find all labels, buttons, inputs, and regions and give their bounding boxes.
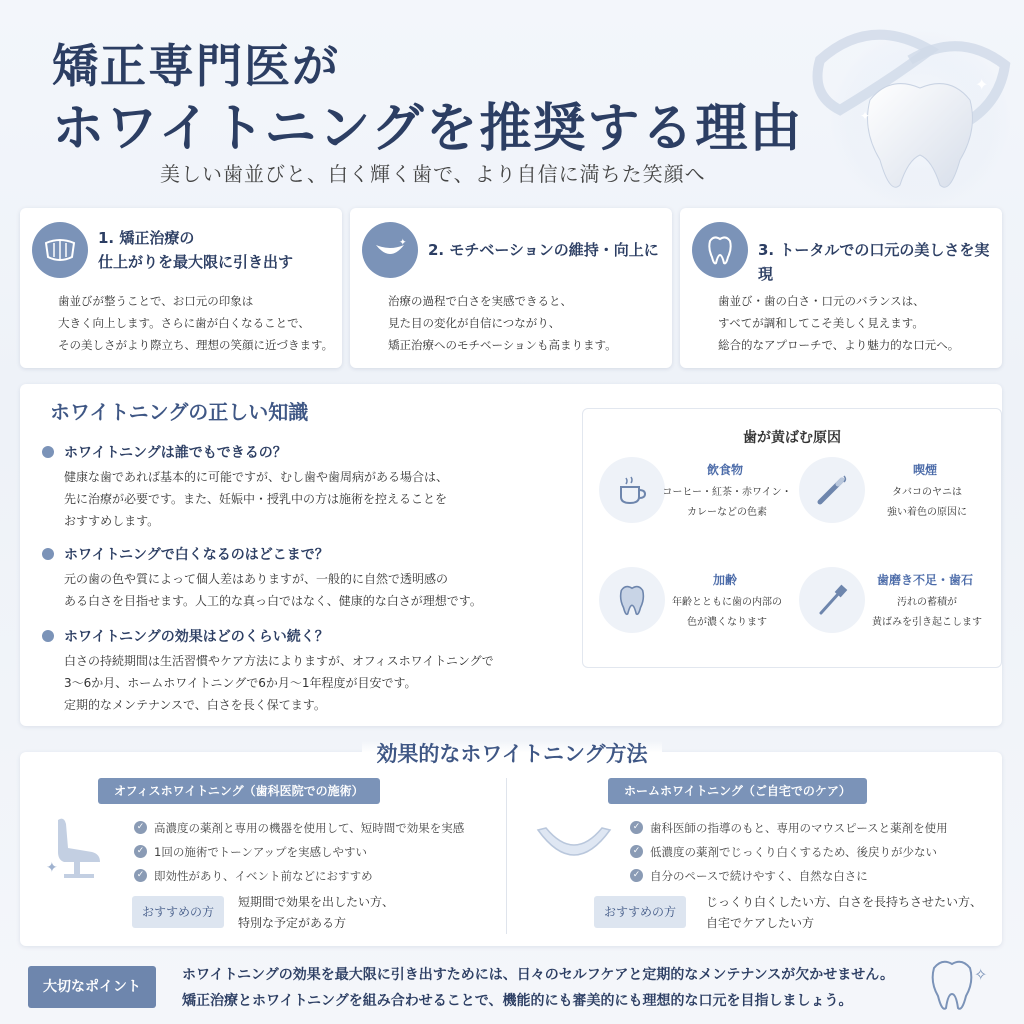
important-point-line-1: ホワイトニングの効果を最大限に引き出すためには、日々のセルフケアと定期的なメンテナンスが欠かせません。 <box>182 967 895 983</box>
methods-divider <box>506 778 507 934</box>
cause-label: 加齢 <box>712 573 737 587</box>
reason-card-3 <box>680 208 1002 368</box>
home-whitening-tag: ホームホワイトニング（ご自宅でのケア） <box>608 778 867 804</box>
office-point: ✓ 即効性があり、イベント前などにおすすめ <box>132 864 464 888</box>
qa-item <box>42 626 552 716</box>
reason-title: 2. モチベーションの維持・向上に <box>428 241 659 259</box>
qa-answer: 白さの持続期間は生活習慣やケア方法によりますが、オフィスホワイトニングで 3〜6か月、ホームホワイトニングで6か月〜1年程度が目安です。 定期的なメンテナンスで、白さを長く保てます。 <box>64 654 494 712</box>
qa-question: ホワイトニングは誰でもできるの？ <box>42 442 552 462</box>
home-point: ✓ 低濃度の薬剤でじっくり白くするため、後戻りが少ない <box>628 840 948 864</box>
cause-item <box>783 567 983 647</box>
methods-title: 効果的なホワイトニング方法 <box>0 738 1024 768</box>
home-recommend-text: じっくり白くしたい方、白さを長持ちさせたい方、 自宅でケアしたい方 <box>706 895 983 930</box>
cigarette-icon <box>799 457 865 523</box>
reason-body: 治療の過程で白さを実感できると、 見た目の変化が自信につながり、 矯正治療へのモチベーションも高まります。 <box>388 294 617 352</box>
office-point: ✓ 1回の施術でトーンアップを実感しやすい <box>132 840 464 864</box>
reason-body: 歯並び・歯の白さ・口元のバランスは、 すべてが調和してこそ美しく見えます。 総合的なアプローチで、より魅力的な口元へ。 <box>718 294 960 352</box>
office-whitening-tag: オフィスホワイトニング（歯科医院での施術） <box>98 778 380 804</box>
reason-body: 歯並びが整うことで、お口元の印象は 大きく向上します。さらに歯が白くなることで、 その美しさがより際立ち、理想の笑顔に近づきます。 <box>58 294 334 352</box>
home-point: ✓ 自分のペースで続けやすく、自然な白さに <box>628 864 948 888</box>
qa-answer: 元の歯の色や質によって個人差はありますが、一般的に自然で透明感の ある白さを目指せます。人工的な真っ白ではなく、健康的な白さが理想です。 <box>64 572 482 608</box>
svg-text:✦: ✦ <box>399 238 407 248</box>
tooth-icon <box>599 567 665 633</box>
qa-answer: 健康な歯であれば基本的に可能ですが、むし歯や歯周病がある場合は、 先に治療が必要です。また、妊娠中・授乳中の方は施術を控えることを おすすめします。 <box>64 470 449 528</box>
hero-title-line-2: ホワイトニングを推奨する理由 <box>52 98 804 159</box>
cause-label: 歯磨き不足・歯石 <box>876 573 973 587</box>
qa-item <box>42 442 552 532</box>
reason-card-2 <box>350 208 672 368</box>
reason-card-1 <box>20 208 342 368</box>
office-points <box>132 816 464 888</box>
office-point: ✓ 高濃度の薬剤と専用の機器を使用して、短時間で効果を実感 <box>132 816 464 840</box>
cause-item <box>583 457 792 537</box>
coffee-cup-icon <box>599 457 665 523</box>
svg-text:✧: ✧ <box>974 965 988 984</box>
toothbrush-icon <box>799 567 865 633</box>
svg-text:✦: ✦ <box>46 860 58 876</box>
qa-question: ホワイトニングで白くなるのはどこまで？ <box>42 544 552 564</box>
reason-title: 3. トータルでの口元の美しさを実現 <box>758 241 990 283</box>
reason-title: 1. 矯正治療の 仕上がりを最大限に引き出す <box>98 229 294 271</box>
mouthpiece-icon <box>534 822 614 874</box>
knowledge-title: ホワイトニングの正しい知識 <box>44 396 314 425</box>
svg-text:✦: ✦ <box>860 109 871 123</box>
home-recommend-tag: おすすめの方 <box>594 896 686 928</box>
yellowing-causes-box <box>582 408 1002 668</box>
teeth-icon <box>32 222 88 278</box>
cause-desc: 年齢とともに歯の内部の 色が濃くなります <box>672 597 782 628</box>
hero-subtitle: 美しい歯並びと、白く輝く歯で、より自信に満ちた笑顔へ <box>160 162 706 186</box>
causes-title: 歯が黄ばむ原因 <box>743 430 841 446</box>
cause-desc: 汚れの蓄積が 黄ばみを引き起こします <box>872 597 982 628</box>
svg-text:✦: ✦ <box>975 75 989 94</box>
smile-icon <box>362 222 418 278</box>
cause-label: 飲食物 <box>706 463 743 477</box>
qa-question: ホワイトニングの効果はどのくらい続く？ <box>42 626 552 646</box>
hero-title-line-1: 矯正専門医が <box>52 39 340 93</box>
home-point: ✓ 歯科医師の指導のもと、専用のマウスピースと薬剤を使用 <box>628 816 948 840</box>
home-points <box>628 816 948 888</box>
important-point-line-2: 矯正治療とホワイトニングを組み合わせることで、機能的にも審美的にも理想的な口元を目指しましょう。 <box>182 993 853 1009</box>
qa-item <box>42 544 552 612</box>
office-recommend-tag: おすすめの方 <box>132 896 224 928</box>
office-recommend-text: 短期間で効果を出したい方、 特別な予定がある方 <box>238 895 395 930</box>
cause-item <box>583 567 783 647</box>
tooth-aligner-illustration <box>800 20 1020 210</box>
cause-desc: コーヒー・紅茶・赤ワイン・ カレーなどの色素 <box>662 487 792 518</box>
cause-desc: タバコのヤニは 強い着色の原因に <box>887 487 967 518</box>
important-point-tag: 大切なポイント <box>28 966 156 1008</box>
dental-chair-icon <box>44 812 116 882</box>
tooth-icon <box>692 222 748 278</box>
cause-item <box>783 457 983 537</box>
tooth-sparkle-icon <box>928 958 992 1014</box>
cause-label: 喫煙 <box>912 463 937 477</box>
